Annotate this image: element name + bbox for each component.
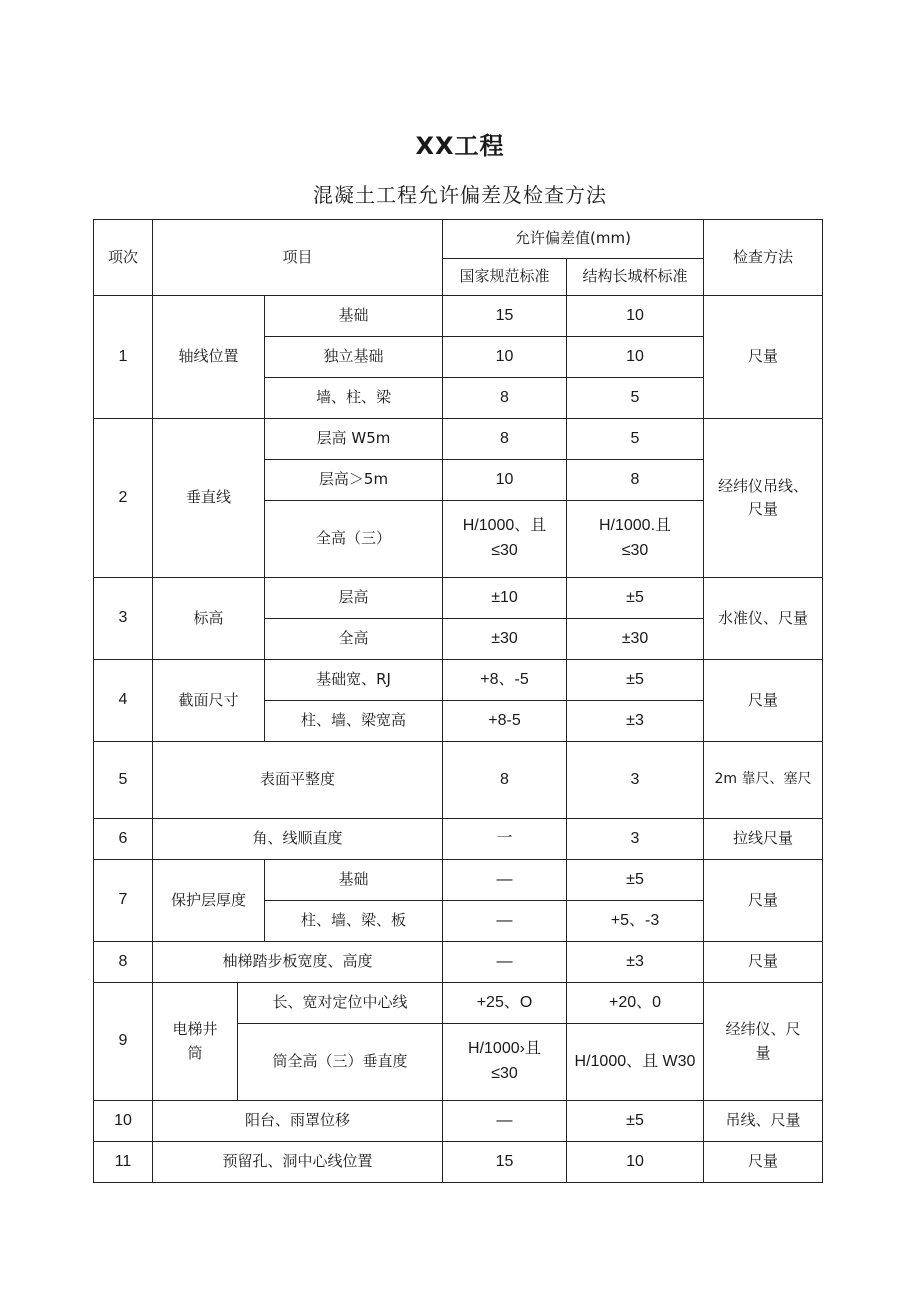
sub-item: 筒全高（三）垂直度 — [238, 1024, 443, 1101]
national-value — [443, 501, 567, 578]
sub-item: 基础 — [265, 860, 443, 901]
table-row — [94, 419, 823, 460]
header-cup: 结构长城杯标准 — [567, 259, 704, 296]
header-method: 检查方法 — [704, 220, 823, 296]
row-index: 6 — [94, 819, 153, 860]
row-index: 1 — [94, 296, 153, 419]
cup-value: H/1000、且 W30 — [567, 1024, 704, 1101]
row-index: 5 — [94, 742, 153, 819]
check-method-line: 量 — [755, 1043, 771, 1062]
sub-item: 层高 W5m — [265, 419, 443, 460]
national-value-line: H/1000、且 — [462, 517, 547, 535]
table-row — [94, 819, 823, 860]
sub-item: 柱、墙、梁宽高 — [265, 701, 443, 742]
cup-value: ±3 — [567, 942, 704, 983]
national-value: — — [443, 901, 567, 942]
tolerance-table — [93, 219, 823, 1183]
table-row — [94, 742, 823, 819]
row-item: 角、线顺直度 — [153, 819, 443, 860]
national-value: — — [443, 942, 567, 983]
check-method: 拉线尺量 — [704, 819, 823, 860]
national-value: 8 — [443, 378, 567, 419]
check-method: 尺量 — [704, 860, 823, 942]
sub-item: 基础 — [265, 296, 443, 337]
check-method: 尺量 — [704, 296, 823, 419]
sub-item: 柱、墙、梁、板 — [265, 901, 443, 942]
cup-value: 5 — [567, 378, 704, 419]
national-value: — — [443, 1101, 567, 1142]
national-value: 10 — [443, 337, 567, 378]
row-index: 9 — [94, 983, 153, 1101]
cup-value-line: H/1000.且 — [598, 517, 672, 535]
national-value: +8-5 — [443, 701, 567, 742]
national-value: 10 — [443, 460, 567, 501]
sub-item: 全高 — [265, 619, 443, 660]
national-value: ±10 — [443, 578, 567, 619]
row-item-line: 电梯井 — [172, 1020, 218, 1039]
row-index: 3 — [94, 578, 153, 660]
sub-item: 长、宽对定位中心线 — [238, 983, 443, 1024]
row-item: 柚梯踏步板宽度、高度 — [153, 942, 443, 983]
check-method — [704, 983, 823, 1101]
row-item: 截面尺寸 — [153, 660, 265, 742]
check-method: 吊线、尺量 — [704, 1101, 823, 1142]
sub-item: 基础宽、RJ — [265, 660, 443, 701]
row-item: 垂直线 — [153, 419, 265, 578]
table-row — [94, 296, 823, 337]
document-subtitle: 混凝土工程允许偏差及检查方法 — [313, 183, 607, 207]
cup-value — [567, 501, 704, 578]
check-method: 2m 靠尺、塞尺 — [704, 742, 823, 819]
national-value: 一 — [443, 819, 567, 860]
national-value: +25、O — [443, 983, 567, 1024]
header-tolerance: 允许偏差值(mm) — [443, 220, 704, 259]
header-national: 国家规范标准 — [443, 259, 567, 296]
row-item — [153, 983, 238, 1101]
cup-value: 8 — [567, 460, 704, 501]
row-index: 10 — [94, 1101, 153, 1142]
cup-value-line: ≤30 — [621, 542, 649, 559]
check-method: 尺量 — [704, 942, 823, 983]
document-title: XX工程 — [415, 132, 505, 160]
table-row — [94, 983, 823, 1024]
cup-value: 3 — [567, 819, 704, 860]
table-header-row — [94, 220, 823, 259]
national-value-line: ≤30 — [491, 1065, 518, 1082]
row-item: 预留孔、洞中心线位置 — [153, 1142, 443, 1183]
table-row — [94, 578, 823, 619]
cup-value: ±30 — [567, 619, 704, 660]
cup-value: ±5 — [567, 578, 704, 619]
sub-item: 层高 — [265, 578, 443, 619]
cup-value: ±5 — [567, 660, 704, 701]
national-value: 8 — [443, 419, 567, 460]
row-index: 8 — [94, 942, 153, 983]
row-item: 标高 — [153, 578, 265, 660]
check-method: 水准仪、尺量 — [704, 578, 823, 660]
check-method: 尺量 — [704, 1142, 823, 1183]
national-value: +8、-5 — [443, 660, 567, 701]
cup-value: 3 — [567, 742, 704, 819]
national-value-line: ≤30 — [491, 542, 518, 559]
table-row — [94, 660, 823, 701]
cup-value: ±3 — [567, 701, 704, 742]
national-value: 8 — [443, 742, 567, 819]
sub-item: 全高（三） — [265, 501, 443, 578]
check-method-line: 经纬仪吊线、 — [717, 476, 808, 495]
table-row — [94, 1101, 823, 1142]
check-method-line: 经纬仪、尺 — [725, 1020, 801, 1039]
sub-item: 独立基础 — [265, 337, 443, 378]
cup-value: 5 — [567, 419, 704, 460]
header-item: 项目 — [153, 220, 443, 296]
table-row — [94, 860, 823, 901]
national-value: 15 — [443, 1142, 567, 1183]
sub-item: 层高＞5m — [265, 460, 443, 501]
national-value-line: H/1000›且 — [468, 1040, 541, 1058]
sub-item: 墙、柱、梁 — [265, 378, 443, 419]
row-item: 表面平整度 — [153, 742, 443, 819]
cup-value: 10 — [567, 296, 704, 337]
cup-value: ±5 — [567, 860, 704, 901]
row-index: 7 — [94, 860, 153, 942]
cup-value: ±5 — [567, 1101, 704, 1142]
row-item: 阳台、雨罩位移 — [153, 1101, 443, 1142]
table-row — [94, 942, 823, 983]
row-item: 保护层厚度 — [153, 860, 265, 942]
cup-value: +20、0 — [567, 983, 704, 1024]
cup-value: 10 — [567, 1142, 704, 1183]
check-method-line: 尺量 — [747, 500, 778, 518]
row-item: 轴线位置 — [153, 296, 265, 419]
header-index: 项次 — [94, 220, 153, 296]
national-value — [443, 1024, 567, 1101]
national-value: — — [443, 860, 567, 901]
check-method — [704, 419, 823, 578]
national-value: ±30 — [443, 619, 567, 660]
row-index: 2 — [94, 419, 153, 578]
row-index: 4 — [94, 660, 153, 742]
row-index: 11 — [94, 1142, 153, 1183]
row-item-line: 筒 — [187, 1043, 203, 1062]
table-row — [94, 1142, 823, 1183]
cup-value: 10 — [567, 337, 704, 378]
national-value: 15 — [443, 296, 567, 337]
check-method: 尺量 — [704, 660, 823, 742]
cup-value: +5、-3 — [567, 901, 704, 942]
